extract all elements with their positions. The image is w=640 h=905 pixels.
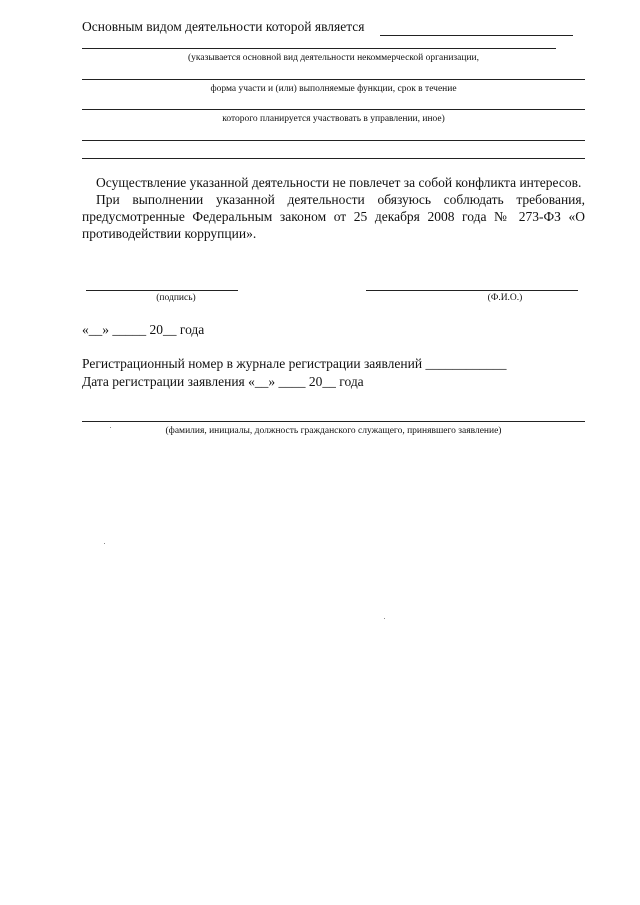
- scan-speck: [110, 427, 111, 428]
- registration-date: Дата регистрации заявления «__» ____ 20__ года: [82, 374, 364, 389]
- signature-caption: (подпись): [156, 293, 196, 303]
- activity-caption-1: (указывается основной вид деятельности некоммерческой организации,: [187, 53, 480, 63]
- official-line: [82, 421, 585, 422]
- activity-underline-1: [82, 48, 556, 49]
- scan-speck: [384, 618, 385, 619]
- activity-caption-3: которого планируется участвовать в управлении, иное): [222, 114, 445, 124]
- official-caption: (фамилия, инициалы, должность гражданского служащего, принявшего заявление): [165, 426, 502, 436]
- activity-blank: [380, 35, 573, 36]
- signature-line: [86, 290, 238, 291]
- date-line: «__» _____ 20__ года: [82, 322, 205, 337]
- statement-paragraph-2: При выполнении указанной деятельности обязуюсь соблюдать требования, предусмотренные Федеральным законом от 25 декабря 2008 года № 273-ФЗ «О противодействии коррупции».: [82, 192, 585, 241]
- activity-underline-4: [82, 140, 585, 141]
- registration-number: Регистрационный номер в журнале регистрации заявлений ____________: [82, 356, 507, 371]
- statement-paragraph-1: Осуществление указанной деятельности не повлечет за собой конфликта интересов.: [96, 175, 582, 190]
- activity-underline-2: [82, 79, 585, 80]
- statement-block: [82, 174, 585, 242]
- name-caption: (Ф.И.О.): [487, 293, 523, 303]
- activity-caption-2: форма участи и (или) выполняемые функции, срок в течение: [210, 84, 457, 94]
- name-line: [366, 290, 578, 291]
- activity-line: Основным видом деятельности которой является: [82, 19, 365, 34]
- activity-underline-5: [82, 158, 585, 159]
- activity-underline-3: [82, 109, 585, 110]
- scan-speck: [104, 543, 105, 544]
